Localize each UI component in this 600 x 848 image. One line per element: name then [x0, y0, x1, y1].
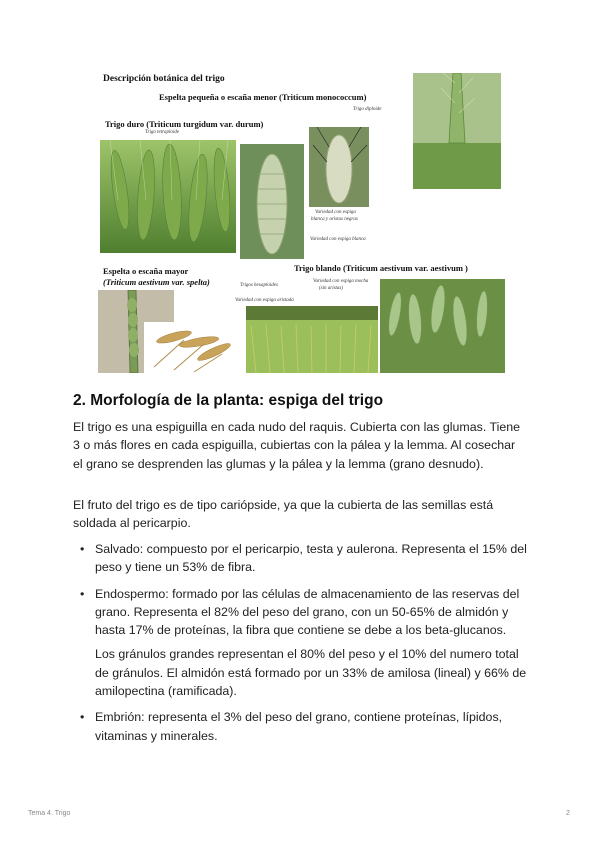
black-awn-spike-photo — [309, 127, 369, 207]
list-item-embrion — [73, 708, 528, 745]
list-item-salvado — [73, 540, 528, 577]
bullet-marker: • — [80, 542, 85, 556]
durum-spike-closeup — [240, 144, 304, 259]
wheat-field-photo — [246, 306, 378, 373]
aestivum-sub-3: Variedad con espiga aristada — [235, 298, 294, 303]
variety-label-1: Variedad con espiga — [315, 210, 356, 215]
variety-label-3: Variedad con espiga blanca — [310, 237, 366, 242]
grain-parts-list — [73, 540, 528, 753]
footer-page-number: 2 — [566, 810, 570, 817]
list-item-text: Embrión: representa el 3% del peso del grano, contiene proteínas, lípidos, vitaminas y minerales. — [95, 710, 503, 743]
spelta-label-1: Espelta o escaña mayor — [103, 266, 189, 276]
monococcum-sub: Trigo diploide — [353, 107, 382, 112]
durum-sub: Trigo tetraploide — [145, 130, 180, 135]
aestivum-sub-2: (sin aristas) — [319, 286, 344, 291]
aestivum-sub-1: Variedad con espiga mocha — [313, 279, 369, 284]
monococcum-label: Espelta pequeña o escaña menor (Triticum monococcum) — [159, 92, 367, 102]
paragraph-spikelet: El trigo es una espiguilla en cada nudo del raquis. Cubierta con las glumas. Tiene 3 o más flores en cada espiguilla, cubiertas con la pálea y la lemma. Al cosechar el grano se desprenden las glumas y la pálea y la lemma (grano desnudo). — [73, 420, 521, 471]
durum-wheat-photo — [100, 140, 236, 253]
figure-title: Descripción botánica del trigo — [103, 74, 225, 84]
variety-label-2: blanca y aristas negras — [311, 217, 358, 222]
list-item-endospermo — [73, 585, 528, 701]
golden-spikes-photo — [144, 322, 240, 374]
footer-chapter: Tema 4. Trigo — [28, 810, 71, 817]
bullet-marker: • — [80, 710, 85, 725]
aestivum-label: Trigo blando (Triticum aestivum var. aestivum ) — [294, 263, 468, 273]
spelta-sub: Trigos hexaploides — [240, 283, 278, 288]
durum-label: Trigo duro (Triticum turgidum var. durum) — [105, 119, 264, 129]
aestivum-field-photo — [380, 279, 505, 373]
paragraph-caryopsis: El fruto del trigo es de tipo cariópside, ya que la cubierta de las semillas está soldada al pericarpio. — [73, 498, 494, 531]
spelta-label-2: (Triticum aestivum var. spelta) — [103, 277, 210, 287]
wheat-botanical-figure — [97, 70, 510, 375]
list-item-extra-text: Los gránulos grandes representan el 80% del peso y el 10% del numero total de gránulos. El almidón está formado por un 33% de amilosa (lineal) y 66% de amilopectina (ramificada). — [95, 647, 527, 699]
list-item-text: Endospermo: formado por las células de almacenamiento de las reservas del grano. Representa el 82% del peso del grano, con un 50-65% de almidón y hasta 17% de proteínas, la fibra que contiene se debe a los beta-glucanos. — [95, 586, 520, 638]
monococcum-photo — [413, 73, 501, 189]
bullet-marker: • — [80, 586, 85, 601]
list-item-text: Salvado: compuesto por el pericarpio, testa y aulerona. Representa el 15% del peso y tiene un 53% de fibra. — [95, 542, 527, 575]
section-heading: 2. Morfología de la planta: espiga del trigo — [73, 392, 384, 409]
